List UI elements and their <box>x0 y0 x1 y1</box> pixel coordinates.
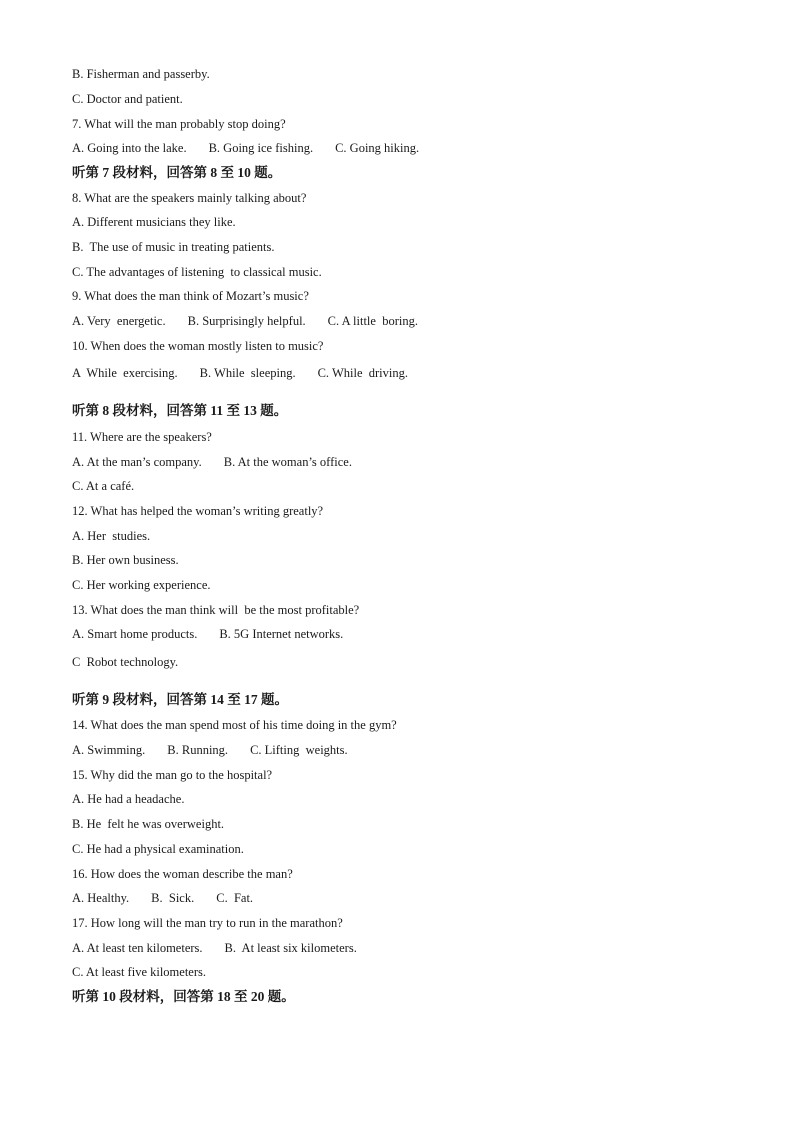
answer-option: C. Going hiking. <box>335 141 420 155</box>
answer-options-row <box>72 454 374 470</box>
answer-options-row <box>72 313 440 329</box>
section-heading: 听第 8 段材料，回答第 11 至 13 题。 <box>72 403 288 418</box>
text-line: 10. When does the woman mostly listen to music? <box>72 339 324 353</box>
answer-option: C. Lifting weights. <box>250 743 348 757</box>
text-line: 12. What has helped the woman’s writing greatly? <box>72 504 324 518</box>
answer-option: B. Surprisingly helpful. <box>187 314 306 328</box>
text-line: C. Doctor and patient. <box>72 92 183 106</box>
answer-option: A. At the man’s company. <box>72 455 202 469</box>
section-heading: 听第 10 段材料，回答第 18 至 20 题。 <box>72 989 295 1004</box>
answer-option: B. 5G Internet networks. <box>219 627 344 641</box>
text-line: 8. What are the speakers mainly talking about? <box>72 191 307 205</box>
answer-option: B. At least six kilometers. <box>224 941 357 955</box>
text-line: B. Fisherman and passerby. <box>72 67 210 81</box>
text-line: 11. Where are the speakers? <box>72 430 212 444</box>
text-line: B. He felt he was overweight. <box>72 817 225 831</box>
text-line: 7. What will the man probably stop doing? <box>72 117 286 131</box>
answer-option: C. Fat. <box>216 891 254 905</box>
answer-option: A. Swimming. <box>72 743 146 757</box>
text-line: C Robot technology. <box>72 655 179 669</box>
text-line: C. At a café. <box>72 479 135 493</box>
answer-option: A While exercising. <box>72 366 178 380</box>
text-line: C. At least five kilometers. <box>72 965 207 979</box>
answer-options-row <box>72 890 275 906</box>
answer-option: C. A little boring. <box>327 314 418 328</box>
text-line: C. He had a physical examination. <box>72 842 244 856</box>
section-heading: 听第 9 段材料，回答第 14 至 17 题。 <box>72 692 288 707</box>
answer-option: A. Smart home products. <box>72 627 198 641</box>
text-line: B. The use of music in treating patients. <box>72 240 275 254</box>
answer-options-row <box>72 140 441 156</box>
answer-option: A. At least ten kilometers. <box>72 941 203 955</box>
answer-options-row <box>72 626 365 642</box>
answer-option: A. Very energetic. <box>72 314 166 328</box>
answer-option: B. Running. <box>167 743 229 757</box>
answer-option: B. Sick. <box>151 891 195 905</box>
answer-options-row <box>72 940 379 956</box>
text-line: 17. How long will the man try to run in the marathon? <box>72 916 343 930</box>
text-line: B. Her own business. <box>72 553 179 567</box>
answer-option: A. Going into the lake. <box>72 141 187 155</box>
text-line: 14. What does the man spend most of his time doing in the gym? <box>72 718 397 732</box>
text-line: A. Her studies. <box>72 529 151 543</box>
section-heading: 听第 7 段材料，回答第 8 至 10 题。 <box>72 165 282 180</box>
answer-option: C. While driving. <box>317 366 408 380</box>
text-line: 9. What does the man think of Mozart’s music? <box>72 289 309 303</box>
text-line: A. He had a headache. <box>72 792 185 806</box>
answer-option: A. Healthy. <box>72 891 130 905</box>
text-line: C. The advantages of listening to classical music. <box>72 265 322 279</box>
answer-options-row <box>72 742 370 758</box>
answer-option: B. While sleeping. <box>199 366 296 380</box>
text-line: 15. Why did the man go to the hospital? <box>72 768 273 782</box>
answer-option: B. At the woman’s office. <box>223 455 352 469</box>
text-line: 16. How does the woman describe the man? <box>72 867 293 881</box>
answer-option: B. Going ice fishing. <box>208 141 314 155</box>
text-line: 13. What does the man think will be the most profitable? <box>72 603 360 617</box>
answer-options-row <box>72 365 430 381</box>
text-line: A. Different musicians they like. <box>72 215 236 229</box>
text-line: C. Her working experience. <box>72 578 211 592</box>
